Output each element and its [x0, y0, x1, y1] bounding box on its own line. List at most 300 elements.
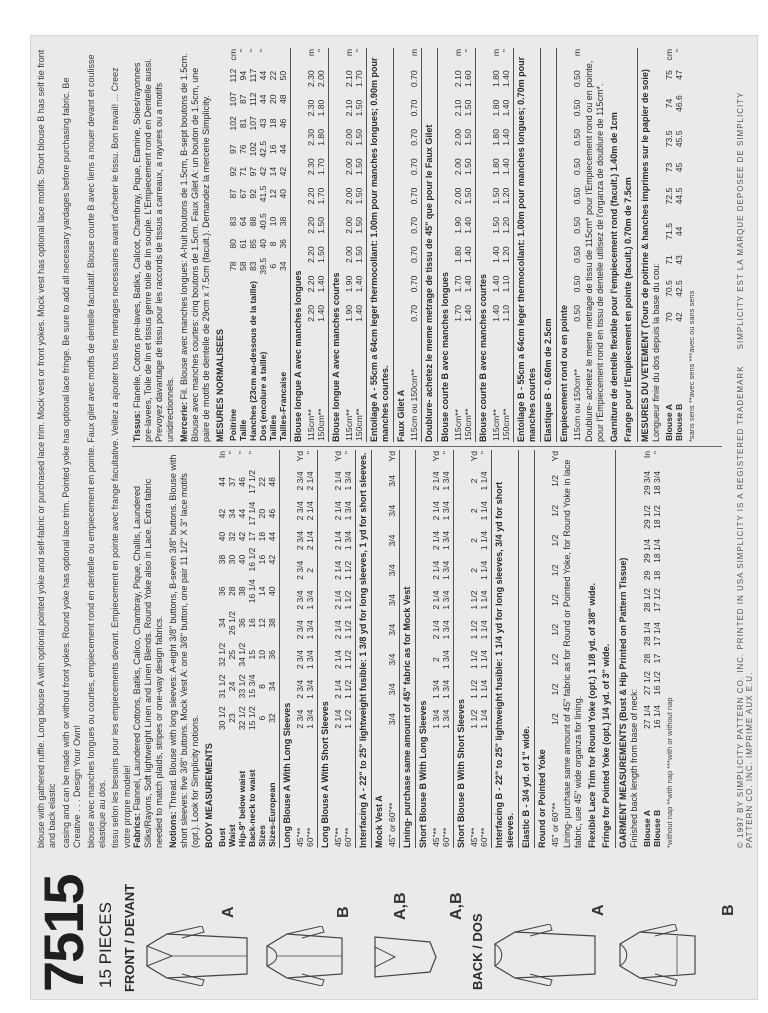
measurement-table	[228, 48, 288, 442]
footnote-en: *without nap **with nap ***with or without nap	[665, 697, 674, 848]
cell-value: 2.10	[453, 70, 463, 88]
column-divider	[132, 446, 722, 447]
row-label: 45"**	[295, 827, 305, 847]
cell-value: 1/2	[550, 683, 560, 696]
table-row	[479, 450, 489, 848]
cell-value: 1 3/4	[441, 590, 451, 610]
cell-value: 32 1/2	[217, 642, 227, 667]
cell-value: 1 3/4	[441, 679, 451, 699]
blouse-b-back-sketch	[615, 924, 710, 986]
cell-value: 61	[238, 239, 248, 249]
view-letter-ab-2: A,B	[448, 892, 465, 920]
table-row	[344, 48, 354, 442]
cell-unit: "	[674, 49, 684, 53]
cell-value: 2 1/4	[305, 501, 315, 521]
table-row	[652, 450, 662, 848]
cell-value: 1 1/4	[479, 679, 489, 699]
cell-value: 2	[305, 567, 315, 573]
table-row	[463, 48, 473, 442]
cell-value: 18	[268, 118, 278, 129]
cell-value: 2.30	[306, 99, 316, 117]
cell-value: 1.70	[354, 70, 364, 88]
table-row	[441, 450, 451, 848]
cell-value: 2	[469, 508, 479, 514]
cell-value: 3/4	[387, 504, 397, 517]
cell-value: 92	[248, 189, 258, 199]
cell-value: 18 3/4	[652, 471, 662, 495]
cell-value: 2.00	[316, 70, 326, 88]
measurement-table	[344, 48, 364, 442]
cell-value: 0.50	[572, 246, 582, 264]
cell-value: 85	[248, 239, 258, 249]
cell-value: 2 3/4	[295, 679, 305, 699]
cell-value: 3/4	[387, 683, 397, 696]
cell-value: 34	[217, 618, 227, 628]
cell-value: 1.70	[316, 187, 326, 205]
cell-value: 1/2	[550, 564, 560, 577]
cell-value: 38	[237, 586, 247, 597]
cell-unit: "	[343, 451, 353, 455]
cell-value: 1 3/4	[305, 709, 315, 729]
cell-value: 30	[227, 554, 237, 565]
doublure-note: Doublure- achetez le meme metrage de tissu de 115cm* pour l'Empiecement rond ou en pointe, pour l'Empiecement rond en tissu de dentelle utilisez de l'organza de doublure de 115cm*.	[584, 60, 605, 442]
cell-value: 0.50	[572, 70, 582, 88]
cell-value: 1.70	[453, 275, 463, 293]
section-title: Entoilage B - 55cm a 64cm leger thermocollant: 1.00m pour manches longues; 0.70m pour manches courtes	[516, 56, 537, 442]
cell-value: 1.50	[354, 129, 364, 146]
cell-value: 58	[238, 261, 248, 271]
cell-value: 46	[267, 508, 277, 519]
cell-unit: "	[479, 451, 489, 455]
cell-value: 2 1/4	[333, 620, 343, 640]
cell-value: 1.40	[463, 246, 473, 264]
cell-value: 28 1/4	[642, 622, 652, 646]
cell-value: 1 1/2	[469, 650, 479, 670]
cell-value: 67	[238, 189, 248, 199]
cell-value: 44	[258, 70, 268, 81]
english-column	[132, 450, 722, 848]
table-row	[257, 450, 267, 848]
cell-unit: cm	[664, 49, 674, 61]
section-title: Interfacing B - 22" to 25" lightweight fusible: 1 1/4 yd for long sleeves, 3/4 yd for short sleeves.	[494, 481, 515, 848]
cell-value: 10	[257, 649, 267, 660]
back-label: BACK / DOS	[470, 913, 485, 990]
section-title: Mock Vest A	[374, 795, 384, 848]
view-letter-b: B	[335, 906, 352, 918]
cell-value: 1 3/4	[305, 679, 315, 699]
yardage-sections	[279, 450, 560, 848]
cell-value: 8	[257, 684, 267, 689]
cell-value: 3/4	[387, 713, 397, 726]
cell-value: 6	[268, 263, 278, 269]
cell-unit: m	[453, 49, 463, 57]
pattern-sketch-strip	[30, 850, 758, 1000]
cell-value: 44.5	[674, 187, 684, 205]
cell-value: 10	[268, 216, 278, 227]
lining-note: Lining- purchase same amount of 45" fabric as for Round or Pointed Yoke, for Round Yoke in lace fabric, use 45" wide organza for lining.	[562, 459, 583, 848]
cell-value: 2.20	[306, 187, 316, 205]
table-row	[295, 450, 305, 848]
cell-value: 1 1/2	[343, 709, 353, 729]
cell-value: 2.10	[453, 99, 463, 117]
cell-value: 1/2	[550, 504, 560, 517]
cell-value: 0.50	[572, 99, 582, 117]
cell-unit: Yd	[550, 451, 560, 462]
cell-value: 2 3/4	[295, 650, 305, 670]
row-label: 115cm ou 150cm**	[572, 369, 582, 441]
cell-value: 3/4	[387, 564, 397, 577]
row-label: 115cm ou 150cm**	[409, 369, 419, 441]
table-row	[674, 48, 684, 442]
section-title: Long Blouse A With Long Sleeves	[282, 702, 292, 848]
cell-value: 16 1/4	[247, 579, 257, 604]
cell-value: 0.50	[572, 275, 582, 293]
cell-value: 2.00	[344, 187, 354, 205]
cell-value: 1.80	[316, 99, 326, 117]
cell-value: 2.20	[306, 246, 316, 264]
cell-value: 2.20	[306, 216, 316, 234]
cell-value: 44	[674, 226, 684, 237]
cell-value: 16	[268, 144, 278, 154]
cell-value: 16 1/4	[652, 705, 662, 729]
cell-value: 2 1/4	[305, 471, 315, 491]
blouse-b-front-sketch	[262, 926, 357, 986]
cell-value: 1 3/4	[441, 650, 451, 670]
cell-value: 1 3/4	[343, 501, 353, 521]
cell-value: 17 1/4	[652, 622, 662, 646]
cell-value: 28	[642, 653, 652, 664]
cell-value: 1.70	[316, 158, 326, 176]
section-title: Faux Gilet A	[396, 389, 406, 442]
cell-value: 1.80	[491, 70, 501, 88]
cell-unit	[278, 48, 288, 64]
cell-value: 1.90	[344, 275, 354, 293]
cell-value: 1.40	[354, 275, 364, 293]
cell-value: 20	[268, 94, 278, 105]
cell-value: 3/4	[387, 534, 397, 547]
cell-value: 2 1/4	[431, 620, 441, 640]
row-label: Blouse B	[674, 403, 684, 441]
cell-value: 81	[238, 118, 248, 129]
row-label: 45"**	[333, 827, 343, 847]
cell-value: 0.70	[409, 216, 419, 234]
tissus-label: Tissus:	[132, 410, 142, 442]
cell-value: 48	[267, 477, 277, 487]
mesures-vetement-title: MESURES DU VETEMENT (Tours de poitrine & hanches imprimes sur le papier de soie)	[640, 69, 650, 442]
cell-value: 47	[674, 70, 684, 80]
cell-value: 1.10	[501, 304, 511, 322]
cell-value: 1.40	[501, 129, 511, 146]
cell-unit: In	[642, 451, 652, 459]
cell-value: 40	[278, 189, 288, 199]
cell-value: 18 1/4	[652, 538, 662, 563]
cell-value: 32	[227, 531, 237, 542]
cell-value: 1 1/2	[469, 709, 479, 729]
measurement-table	[572, 48, 582, 442]
cell-value: 1/2	[550, 713, 560, 726]
cell-value: 3/4	[387, 653, 397, 666]
measurement-table	[491, 48, 511, 442]
cell-value: 1.90	[453, 216, 463, 234]
cell-value: 2 3/4	[295, 620, 305, 640]
cell-value: 83	[228, 216, 238, 227]
cell-value: 40	[237, 554, 247, 565]
cell-value: 43	[258, 118, 268, 129]
cell-unit: cm	[228, 49, 238, 61]
cell-unit: Yd	[333, 451, 343, 462]
row-label: Blouse A	[642, 810, 652, 847]
table-row	[333, 450, 343, 848]
cell-value: 1.50	[491, 187, 501, 205]
cell-value: 0.50	[572, 187, 582, 205]
cell-value: 1.20	[501, 246, 511, 264]
cell-value: 1 3/4	[305, 650, 315, 670]
cell-value: 48	[278, 94, 288, 105]
cell-value: 2 3/4	[295, 530, 305, 551]
cell-value: 42	[237, 531, 247, 542]
cell-unit: "	[305, 451, 315, 455]
table-row	[354, 48, 364, 442]
table-row	[664, 48, 674, 442]
garment-measurements-subtitle: Finished back length from base of neck:	[629, 688, 639, 848]
cell-value: 40	[217, 531, 227, 542]
cell-value: 2.00	[344, 158, 354, 176]
blouse-a-back-sketch	[490, 924, 600, 986]
frange-note: Frange pour l'Empiecement en pointe (facult.) 0.70m de 7.5cm	[623, 177, 633, 442]
cell-value: 2.00	[344, 216, 354, 234]
cell-value: 2.10	[344, 70, 354, 88]
cell-unit: "	[247, 451, 257, 455]
section-title: Short Blouse B With Long Sleeves	[418, 700, 428, 848]
cell-value: 25	[227, 649, 237, 660]
cell-value: 2.00	[453, 129, 463, 146]
cell-value: 15	[247, 649, 257, 660]
cell-value: 1 1/4	[479, 709, 489, 729]
cell-value: 46	[237, 477, 247, 487]
cell-value: 71	[664, 255, 674, 265]
table-row	[268, 48, 278, 442]
measurement-table	[306, 48, 326, 442]
table-row	[316, 48, 326, 442]
section-title: Blouse longue A avec manches courtes	[331, 272, 341, 442]
view-letter-ab-1: A,B	[392, 892, 409, 920]
cell-value: 8	[268, 241, 278, 247]
body-measurements-title: BODY MEASUREMENTS	[204, 743, 214, 848]
rotated-envelope-content	[30, 35, 758, 1000]
cell-value: 26 1/2	[227, 611, 237, 635]
row-label: 60"**	[343, 827, 353, 847]
cell-value: 88	[248, 216, 258, 227]
mercerie-text: Fil. Blouse avec manches longues: A-huit boutons de 1.5cm, B-sept boutons de 1.5cm. Blouse avec manches courtes: cinq boutons de 1.5cm. Faux Gilet A: un bouton de 1.5cm, une paire de motifs de dentelle de 29cm x 7.5cm (facult.). Demandez la mercerie Simplicity.	[179, 53, 211, 442]
cell-value: 42	[278, 166, 288, 177]
cell-value: 97	[228, 144, 238, 154]
cell-value: 17 1/2	[652, 588, 662, 612]
cell-value: 29 1/2	[642, 505, 652, 529]
cell-value: 2 1/4	[333, 530, 343, 551]
cell-value: 17 1/2	[247, 469, 257, 494]
french-column	[132, 48, 722, 442]
cell-value: 16 1/2	[247, 547, 257, 572]
cell-unit	[268, 48, 278, 64]
cell-unit: "	[316, 49, 326, 53]
description-en-1: blouse with gathered ruffle. Long blouse A with optional pointed yoke and self-fabric or purchased lace trim. Mock vest or front yokes. Mock vest has optional lace motifs. Short blouse B has self tie front and back elastic	[36, 49, 58, 848]
cell-value: 39.5	[258, 257, 268, 275]
table-row	[217, 450, 227, 848]
mesures-title: MESURES NORMALISEES	[215, 328, 225, 442]
cell-value: 29 1/4	[642, 538, 652, 563]
cell-value: 2 1/4	[333, 709, 343, 729]
cell-value: 1.20	[501, 187, 511, 205]
cell-value: 32	[267, 713, 277, 723]
row-label: 150cm**	[501, 408, 511, 441]
notions-label: Notions:	[168, 811, 178, 848]
cell-value: 23	[227, 713, 237, 723]
cell-value: 70	[664, 312, 674, 322]
tissus-text: Flanelle, Cotons pre-laves, Batiks, Calicot, Chambray, Pique, Etamine, Soies/rayonnes pre-lavees, Toile de lin et tissus genre toile de lin souple. L'Empiecement rond en Dentelle aussi. Prevoyez davantage de tissu pour les raccords de tissus a carreaux, a rayures ou a motifs unidirectionnels.	[132, 58, 175, 442]
cell-value: 1 1/2	[343, 679, 353, 699]
cell-value: 2.10	[344, 99, 354, 117]
cell-value: 1 3/4	[343, 530, 353, 551]
cell-value: 1 1/2	[469, 590, 479, 610]
table-row	[258, 48, 268, 442]
cell-value: 2 1/4	[431, 590, 441, 610]
cell-value: 38	[267, 618, 277, 628]
cell-value: 75	[664, 70, 674, 80]
cell-unit	[257, 450, 267, 466]
table-row	[431, 450, 441, 848]
cell-value: 3/4	[387, 474, 397, 487]
cell-value: 1/2	[550, 653, 560, 666]
cell-value: 2 1/4	[431, 471, 441, 491]
cell-value: 2 1/4	[333, 679, 343, 699]
section-title: Blouse courte B avec manches longues	[440, 271, 450, 442]
cell-value: 1/2	[550, 474, 560, 487]
cell-value: 1 1/2	[343, 560, 353, 580]
cell-value: 1 3/4	[305, 590, 315, 610]
cell-value: 42.5	[258, 140, 268, 158]
table-row	[237, 450, 247, 848]
cell-value: 2 3/4	[295, 709, 305, 729]
cell-value: 2 1/4	[431, 501, 441, 521]
cell-value: 1.40	[501, 70, 511, 88]
cell-value: 2.00	[453, 187, 463, 205]
cell-value: 14	[268, 166, 278, 177]
cell-value: 1 1/2	[469, 679, 479, 699]
view-letter-b-back: B	[720, 904, 737, 916]
cell-value: 1 3/4	[441, 709, 451, 729]
cell-value: 78	[228, 261, 238, 271]
cell-value: 0.70	[409, 99, 419, 117]
cell-value: 36	[237, 618, 247, 628]
cell-value: 0.70	[409, 304, 419, 322]
cell-value: 15 1/2	[247, 706, 257, 731]
cell-value: 83	[248, 261, 258, 271]
cell-unit: Yd	[431, 451, 441, 462]
cell-unit: m	[306, 49, 316, 57]
row-label: 115cm**	[491, 409, 501, 441]
cell-value: 41.5	[258, 185, 268, 203]
table-row	[550, 450, 560, 848]
cell-value: 44	[237, 508, 247, 519]
cell-value: 1.50	[316, 246, 326, 264]
cell-value: 16 1/2	[652, 671, 662, 696]
cell-value: 27 1/2	[642, 671, 652, 696]
measurement-table	[664, 48, 684, 442]
cell-value: 22	[257, 477, 267, 487]
cell-value: 31 1/2	[217, 674, 227, 699]
cell-value: 1.50	[354, 158, 364, 176]
cell-value: 117	[248, 68, 258, 83]
cell-value: 15 3/4	[247, 674, 257, 699]
cell-value: 12	[257, 618, 267, 628]
cell-value: 1/2	[550, 534, 560, 547]
cell-value: 16	[257, 554, 267, 565]
cell-value: 1.40	[316, 275, 326, 293]
row-label: 115cm**	[306, 409, 316, 441]
cell-unit: "	[237, 451, 247, 455]
measurement-table	[469, 450, 489, 848]
cell-value: 1 3/4	[305, 620, 315, 640]
cell-value: 1 3/4	[431, 679, 441, 699]
cell-value: 34	[267, 681, 277, 692]
cell-value: 2	[431, 657, 441, 662]
cell-value: 17 1/4	[247, 501, 257, 526]
cell-value: 38	[278, 216, 288, 227]
cell-value: 14	[257, 586, 267, 597]
section-title: Doublure- achetez le meme metrage de tissu de 45" que pour le Faux Gilet	[424, 124, 434, 442]
cell-unit: m	[491, 49, 501, 57]
cell-value: 45	[674, 162, 684, 173]
cell-value: 1.40	[501, 99, 511, 117]
cell-value: 38	[217, 554, 227, 565]
cell-value: 1/2	[550, 594, 560, 607]
mesures-vetement-subtitle: Longueur finie du dos depuis la base du cou:	[651, 262, 661, 442]
cell-value: 42	[674, 312, 684, 322]
cell-value: 28 1/2	[642, 588, 652, 612]
cell-value: 112	[248, 92, 258, 107]
cell-unit: "	[248, 49, 258, 53]
cell-unit: In	[217, 451, 227, 459]
lace-trim-note: Flexible Lace Trim for Round Yoke (opt.) 1 1/8 yd. of 3/8" wide.	[587, 583, 597, 848]
row-label: Poitrine	[228, 409, 238, 441]
cell-value: 87	[238, 94, 248, 105]
cell-value: 1.40	[501, 158, 511, 176]
cell-unit: "	[463, 49, 473, 53]
cell-value: 29 3/4	[642, 471, 652, 495]
cell-value: 0.70	[409, 246, 419, 264]
cell-value: 2 1/4	[431, 560, 441, 580]
cell-value: 42	[267, 554, 277, 565]
cell-value: 1 1/2	[343, 590, 353, 610]
section-title: Empiecement rond ou en pointe	[559, 304, 569, 442]
metrage-sections	[290, 48, 582, 442]
row-label: Sizes-European	[267, 782, 277, 847]
cell-value: 20	[257, 508, 267, 519]
cell-value: 1.40	[491, 246, 501, 264]
cell-value: 32 1/2	[237, 706, 247, 731]
table-row	[305, 450, 315, 848]
copyright-en: © 1997 BY SIMPLICITY PATTERN CO. INC. PRINTED IN USA SIMPLICITY IS A REGISTERED TRADEMARK	[736, 365, 745, 848]
cell-value: 0.50	[572, 129, 582, 146]
cell-value: 24	[227, 681, 237, 692]
measurement-table	[217, 450, 277, 848]
description-header	[36, 48, 132, 848]
cell-value: 0.70	[409, 129, 419, 146]
cell-value: 1.60	[463, 70, 473, 88]
cell-value: 18 1/2	[652, 505, 662, 529]
cell-unit: "	[354, 49, 364, 53]
cell-value: 107	[228, 92, 238, 107]
